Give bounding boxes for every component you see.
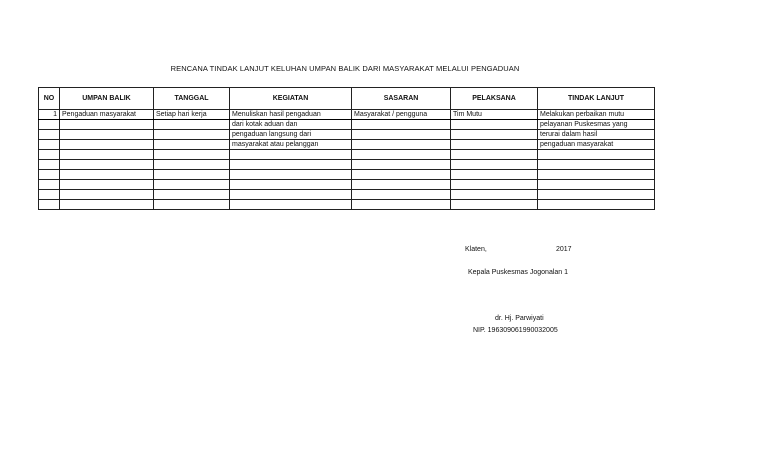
cell-tindak-lanjut: terurai dalam hasil bbox=[538, 130, 655, 140]
cell-no bbox=[39, 150, 60, 160]
cell-umpan-balik bbox=[60, 180, 154, 190]
header-tanggal: TANGGAL bbox=[154, 88, 230, 110]
cell-sasaran bbox=[352, 150, 451, 160]
cell-pelaksana bbox=[451, 140, 538, 150]
cell-pelaksana bbox=[451, 150, 538, 160]
cell-tanggal bbox=[154, 130, 230, 140]
cell-sasaran bbox=[352, 120, 451, 130]
cell-sasaran bbox=[352, 180, 451, 190]
cell-pelaksana bbox=[451, 170, 538, 180]
signature-position: Kepala Puskesmas Jogonalan 1 bbox=[468, 269, 569, 276]
document-title: RENCANA TINDAK LANJUT KELUHAN UMPAN BALIK DARI MASYARAKAT MELALUI PENGADUAN bbox=[170, 64, 520, 73]
cell-pelaksana bbox=[451, 130, 538, 140]
cell-sasaran bbox=[352, 160, 451, 170]
cell-pelaksana bbox=[451, 120, 538, 130]
header-tindak-lanjut: TINDAK LANJUT bbox=[538, 88, 655, 110]
cell-tanggal bbox=[154, 170, 230, 180]
cell-umpan-balik bbox=[60, 130, 154, 140]
cell-kegiatan: pengaduan langsung dari bbox=[230, 130, 352, 140]
table-row bbox=[39, 130, 655, 140]
action-plan-table bbox=[38, 87, 655, 210]
cell-tindak-lanjut bbox=[538, 190, 655, 200]
cell-tindak-lanjut bbox=[538, 200, 655, 210]
header-sasaran: SASARAN bbox=[352, 88, 451, 110]
cell-tanggal bbox=[154, 200, 230, 210]
cell-no bbox=[39, 200, 60, 210]
cell-no bbox=[39, 170, 60, 180]
cell-kegiatan bbox=[230, 160, 352, 170]
cell-pelaksana bbox=[451, 190, 538, 200]
cell-umpan-balik bbox=[60, 190, 154, 200]
cell-tanggal bbox=[154, 120, 230, 130]
header-umpan-balik: UMPAN BALIK bbox=[60, 88, 154, 110]
cell-sasaran bbox=[352, 200, 451, 210]
cell-sasaran bbox=[352, 130, 451, 140]
table-row bbox=[39, 160, 655, 170]
cell-kegiatan bbox=[230, 170, 352, 180]
cell-no bbox=[39, 120, 60, 130]
cell-pelaksana: Tim Mutu bbox=[451, 110, 538, 120]
header-no: NO bbox=[39, 88, 60, 110]
signature-nip: NIP. 196309061990032005 bbox=[473, 327, 558, 334]
signature-name: dr. Hj. Parwiyati bbox=[495, 315, 544, 322]
cell-no bbox=[39, 160, 60, 170]
cell-pelaksana bbox=[451, 180, 538, 190]
signature-year: 2017 bbox=[556, 246, 572, 253]
cell-no bbox=[39, 130, 60, 140]
cell-kegiatan bbox=[230, 150, 352, 160]
cell-tindak-lanjut bbox=[538, 170, 655, 180]
cell-no bbox=[39, 180, 60, 190]
table-header-row bbox=[39, 88, 655, 110]
cell-no bbox=[39, 140, 60, 150]
table-row bbox=[39, 200, 655, 210]
cell-kegiatan: Menuliskan hasil pengaduan bbox=[230, 110, 352, 120]
cell-kegiatan: masyarakat atau pelanggan bbox=[230, 140, 352, 150]
table-row bbox=[39, 120, 655, 130]
cell-sasaran bbox=[352, 140, 451, 150]
header-pelaksana: PELAKSANA bbox=[451, 88, 538, 110]
cell-tindak-lanjut bbox=[538, 150, 655, 160]
cell-tindak-lanjut: pengaduan masyarakat bbox=[538, 140, 655, 150]
cell-kegiatan bbox=[230, 180, 352, 190]
header-kegiatan: KEGIATAN bbox=[230, 88, 352, 110]
cell-no bbox=[39, 190, 60, 200]
cell-umpan-balik: Pengaduan masyarakat bbox=[60, 110, 154, 120]
cell-tindak-lanjut bbox=[538, 160, 655, 170]
cell-umpan-balik bbox=[60, 120, 154, 130]
cell-tanggal bbox=[154, 140, 230, 150]
cell-tindak-lanjut: pelayanan Puskesmas yang bbox=[538, 120, 655, 130]
cell-tanggal bbox=[154, 180, 230, 190]
cell-kegiatan bbox=[230, 200, 352, 210]
cell-pelaksana bbox=[451, 200, 538, 210]
cell-pelaksana bbox=[451, 160, 538, 170]
table-row bbox=[39, 110, 655, 120]
cell-kegiatan: dari kotak aduan dan bbox=[230, 120, 352, 130]
cell-tanggal bbox=[154, 160, 230, 170]
cell-umpan-balik bbox=[60, 150, 154, 160]
table-row bbox=[39, 170, 655, 180]
cell-no: 1 bbox=[39, 110, 60, 120]
cell-umpan-balik bbox=[60, 160, 154, 170]
cell-kegiatan bbox=[230, 190, 352, 200]
cell-umpan-balik bbox=[60, 170, 154, 180]
cell-umpan-balik bbox=[60, 140, 154, 150]
cell-tindak-lanjut bbox=[538, 180, 655, 190]
cell-umpan-balik bbox=[60, 200, 154, 210]
cell-tindak-lanjut: Melakukan perbaikan mutu bbox=[538, 110, 655, 120]
cell-tanggal: Setiap hari kerja bbox=[154, 110, 230, 120]
table-row bbox=[39, 150, 655, 160]
table-row bbox=[39, 140, 655, 150]
cell-tanggal bbox=[154, 190, 230, 200]
cell-sasaran bbox=[352, 190, 451, 200]
cell-sasaran bbox=[352, 170, 451, 180]
cell-sasaran: Masyarakat / pengguna bbox=[352, 110, 451, 120]
signature-place: Klaten, bbox=[465, 246, 487, 253]
cell-tanggal bbox=[154, 150, 230, 160]
table-row bbox=[39, 180, 655, 190]
table-row bbox=[39, 190, 655, 200]
